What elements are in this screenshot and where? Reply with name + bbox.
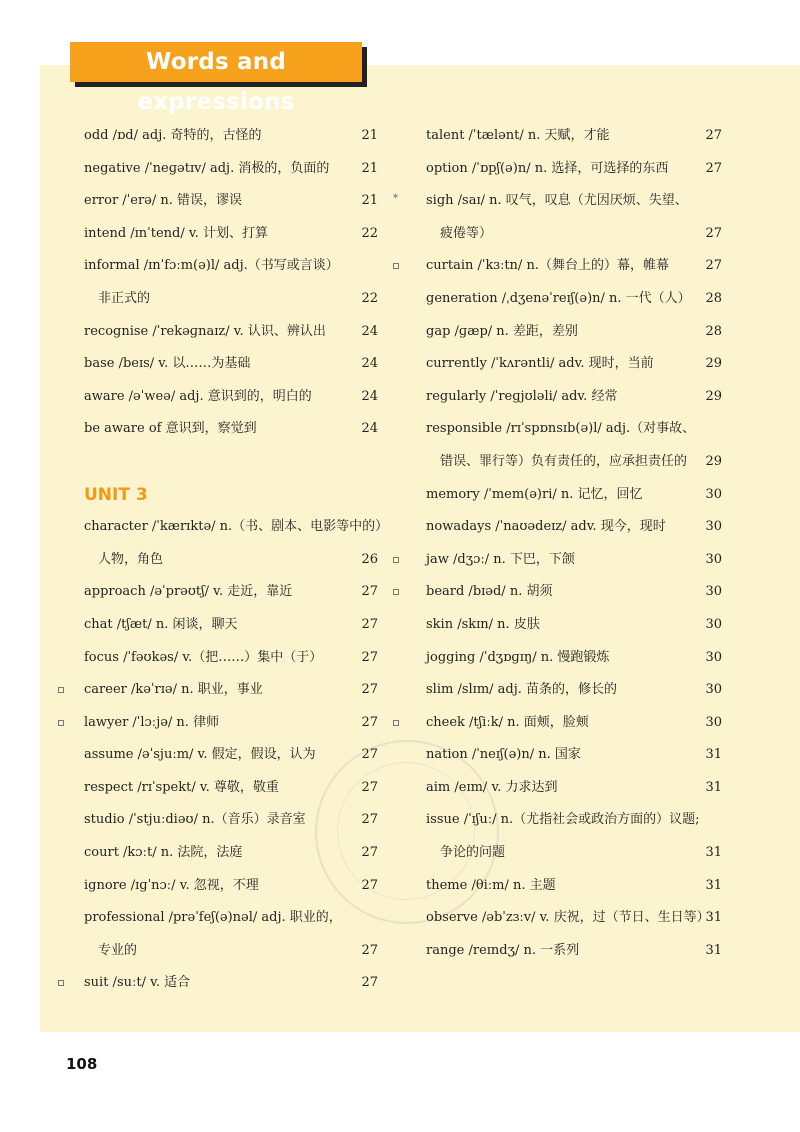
word-entry-page: 27	[361, 714, 378, 730]
word-entry	[410, 446, 722, 479]
word-entry-page: 27	[705, 128, 722, 143]
word-entry-page: 21	[361, 128, 378, 143]
square-bullet-icon	[58, 720, 64, 726]
word-entry-text: professional /prəˈfeʃ(ə)nəl/ adj. 职业的，	[84, 910, 342, 926]
word-entry-text: cheek /tʃiːk/ n. 面颊，脸颊	[426, 714, 589, 730]
word-entry-text: studio /ˈstjuːdiəʊ/ n.（音乐）录音室	[84, 812, 306, 828]
word-entry	[58, 348, 378, 381]
word-entry-page: 27	[361, 649, 378, 665]
word-entry	[58, 967, 378, 1000]
word-entry-text: recognise /ˈrekəɡnaɪz/ v. 认识、辨认出	[84, 323, 326, 339]
word-entry	[410, 674, 722, 707]
word-entry	[410, 739, 722, 772]
word-entry-page: 27	[361, 845, 378, 861]
word-entry-text: option /ˈɒpʃ(ə)n/ n. 选择，可选择的东西	[426, 160, 669, 176]
word-entry-page: 28	[705, 290, 722, 306]
word-entry-page: 27	[705, 225, 722, 241]
word-entry	[58, 837, 378, 870]
word-entry-text: suit /suːt/ v. 适合	[84, 975, 191, 991]
word-entry	[58, 283, 378, 316]
word-entry-page: 27	[705, 258, 722, 274]
word-entry	[410, 348, 722, 381]
word-entry-page: 31	[705, 877, 722, 893]
word-entry-text: approach /əˈprəʊtʃ/ v. 走近，靠近	[84, 584, 293, 600]
word-entry-page: 31	[705, 942, 722, 958]
word-entry	[58, 250, 378, 283]
word-entry	[58, 316, 378, 349]
word-entry-text: character /ˈkærɪktə/ n.（书、剧本、电影等中的）	[84, 519, 389, 535]
word-entry	[410, 120, 722, 153]
word-entry-text: 专业的	[98, 942, 138, 958]
word-entry-text: career /kəˈrɪə/ n. 职业，事业	[84, 682, 263, 698]
word-entry	[58, 511, 389, 544]
word-entry-text: memory /ˈmem(ə)ri/ n. 记忆，回忆	[426, 486, 643, 502]
word-entry-text: issue /ˈɪʃuː/ n.（尤指社会或政治方面的）议题;	[426, 812, 700, 828]
word-entry	[410, 609, 722, 642]
word-entry	[58, 381, 378, 414]
word-entry	[410, 153, 722, 186]
word-entry	[410, 772, 722, 805]
word-entry-page: 27	[361, 975, 378, 991]
section-title: Words and expressions	[70, 42, 362, 82]
word-entry-page: 30	[705, 714, 722, 730]
word-entry-text: 疲倦等）	[440, 225, 493, 241]
word-entry	[58, 153, 378, 186]
word-entry-text: 非正式的	[98, 290, 151, 306]
word-entry-page: 21	[361, 193, 378, 209]
word-entry-text: chat /tʃæt/ n. 闲谈，聊天	[84, 616, 238, 632]
word-entry	[58, 544, 378, 577]
word-entry	[410, 870, 722, 903]
square-bullet-icon	[58, 980, 64, 986]
word-entry	[410, 804, 722, 837]
word-entry-page: 30	[705, 551, 722, 567]
word-entry-page: 21	[361, 160, 378, 176]
word-entry-text: generation /ˌdʒenəˈreɪʃ(ə)n/ n. 一代（人）	[426, 290, 691, 306]
word-entry	[58, 120, 378, 153]
word-entry-text: aware /əˈweə/ adj. 意识到的，明白的	[84, 388, 312, 404]
word-entry	[410, 479, 722, 512]
word-entry	[58, 674, 378, 707]
word-entry-page: 27	[361, 584, 378, 600]
square-bullet-icon	[393, 263, 399, 269]
asterisk-icon: *	[393, 193, 398, 205]
word-entry-text: 人物，角色	[98, 551, 164, 567]
word-entry-page: 30	[705, 486, 722, 502]
word-entry	[410, 642, 722, 675]
word-entry	[410, 283, 722, 316]
word-entry	[410, 544, 722, 577]
word-entry	[410, 707, 722, 740]
word-entry-text: court /kɔːt/ n. 法院，法庭	[84, 845, 243, 861]
word-entry	[58, 609, 378, 642]
word-entry-text: focus /ˈfəʊkəs/ v.（把……）集中（于）	[84, 649, 323, 665]
word-entry-text: nation /ˈneɪʃ(ə)n/ n. 国家	[426, 747, 581, 763]
word-entry	[58, 707, 378, 740]
word-entry	[58, 642, 378, 675]
word-entry-page: 30	[705, 616, 722, 632]
word-entry-page: 24	[361, 388, 378, 404]
word-entry-page: 24	[361, 356, 378, 372]
blank-row	[58, 446, 378, 479]
word-entry-page: 27	[361, 682, 378, 698]
word-entry	[410, 381, 722, 414]
word-entry-text: negative /ˈneɡətɪv/ adj. 消极的，负面的	[84, 160, 330, 176]
word-entry	[410, 576, 722, 609]
word-entry-page: 29	[705, 453, 722, 469]
vocabulary-column-left	[58, 120, 389, 1000]
word-entry-page: 29	[705, 388, 722, 404]
word-entry-text: intend /ɪnˈtend/ v. 计划、打算	[84, 225, 268, 241]
square-bullet-icon	[393, 720, 399, 726]
word-entry-text: error /ˈerə/ n. 错误，谬误	[84, 193, 242, 209]
word-entry-text: skin /skɪn/ n. 皮肤	[426, 616, 540, 632]
word-entry	[410, 902, 722, 935]
word-entry-text: nowadays /ˈnaʊədeɪz/ adv. 现今，现时	[426, 519, 666, 535]
word-entry-text: assume /əˈsjuːm/ v. 假定，假设，认为	[84, 747, 316, 763]
word-entry-text: jogging /ˈdʒɒɡɪŋ/ n. 慢跑锻炼	[426, 649, 610, 665]
word-entry-page: 30	[705, 649, 722, 665]
word-entry	[410, 218, 722, 251]
word-entry	[58, 804, 378, 837]
word-entry-text: aim /eɪm/ v. 力求达到	[426, 779, 558, 795]
word-entry-text: 错误、罪行等）负有责任的，应承担责任的	[440, 453, 688, 469]
word-entry-page: 27	[361, 877, 378, 893]
word-entry	[58, 218, 378, 251]
word-entry-page: 24	[361, 323, 378, 339]
unit-heading: UNIT 3	[84, 485, 148, 506]
word-entry	[410, 935, 722, 968]
word-entry-text: respect /rɪˈspekt/ v. 尊敬，敬重	[84, 779, 279, 795]
word-entry-page: 30	[705, 584, 722, 600]
word-entry-text: be aware of 意识到，察觉到	[84, 421, 257, 437]
vocabulary-column-right	[393, 120, 722, 967]
word-entry-page: 24	[361, 421, 378, 437]
page-number: 108	[66, 1055, 98, 1073]
word-entry-text: odd /ɒd/ adj. 奇特的，古怪的	[84, 128, 262, 143]
word-entry	[410, 837, 722, 870]
word-entry-page: 26	[361, 551, 378, 567]
word-entry	[58, 739, 378, 772]
unit-heading-row	[58, 479, 378, 512]
word-entry-text: lawyer /ˈlɔːjə/ n. 律师	[84, 714, 220, 730]
word-entry-page: 22	[361, 290, 378, 306]
word-entry-page: 27	[361, 616, 378, 632]
word-entry-text: range /reɪndʒ/ n. 一系列	[426, 942, 580, 958]
word-entry-text: regularly /ˈreɡjʊləli/ adv. 经常	[426, 388, 618, 404]
word-entry-text: theme /θiːm/ n. 主题	[426, 877, 556, 893]
word-entry	[58, 902, 378, 935]
word-entry	[58, 576, 378, 609]
section-header	[70, 42, 362, 115]
word-entry-page: 27	[361, 779, 378, 795]
word-entry-text: beard /bɪəd/ n. 胡须	[426, 584, 553, 600]
word-entry-text: informal /ɪnˈfɔːm(ə)l/ adj.（书写或言谈）	[84, 258, 339, 274]
word-entry-page: 27	[361, 812, 378, 828]
word-entry-text: observe /əbˈzɜːv/ v. 庆祝，过（节日、生日等）	[426, 910, 710, 926]
word-entry-text: base /beɪs/ v. 以……为基础	[84, 356, 251, 372]
word-entry	[410, 511, 722, 544]
word-entry	[410, 250, 722, 283]
word-entry	[58, 185, 378, 218]
word-entry-text: 争论的问题	[440, 845, 506, 861]
word-entry	[410, 413, 722, 446]
word-entry-page: 31	[705, 747, 722, 763]
word-entry-text: sigh /saɪ/ n. 叹气，叹息（尤因厌烦、失望、	[426, 193, 688, 209]
word-entry-page: 31	[705, 779, 722, 795]
square-bullet-icon	[393, 589, 399, 595]
word-entry-text: currently /ˈkʌrəntli/ adv. 现时，当前	[426, 356, 654, 372]
word-entry-text: ignore /ɪɡˈnɔː/ v. 忽视，不理	[84, 877, 259, 893]
square-bullet-icon	[58, 687, 64, 693]
word-entry-page: 22	[361, 225, 378, 241]
word-entry-page: 31	[705, 845, 722, 861]
word-entry-page: 30	[705, 682, 722, 698]
word-entry-page: 28	[705, 323, 722, 339]
word-entry-page: 27	[705, 160, 722, 176]
word-entry	[58, 413, 378, 446]
word-entry-text: responsible /rɪˈspɒnsɪb(ə)l/ adj.（对事故、	[426, 421, 696, 437]
word-entry-text: jaw /dʒɔː/ n. 下巴，下颌	[426, 551, 575, 567]
word-entry-text: talent /ˈtælənt/ n. 天赋，才能	[426, 128, 610, 143]
word-entry-page: 30	[705, 519, 722, 535]
word-entry-text: curtain /ˈkɜːtn/ n.（舞台上的）幕，帷幕	[426, 258, 669, 274]
word-entry-text: slim /slɪm/ adj. 苗条的，修长的	[426, 682, 618, 698]
word-entry-page: 29	[705, 356, 722, 372]
word-entry	[58, 772, 378, 805]
word-entry-page: 27	[361, 747, 378, 763]
word-entry	[393, 185, 722, 218]
word-entry-page: 27	[361, 942, 378, 958]
word-entry	[410, 316, 722, 349]
word-entry-text: gap /ɡæp/ n. 差距，差别	[426, 323, 578, 339]
word-entry-page: 31	[705, 910, 722, 926]
square-bullet-icon	[393, 557, 399, 563]
word-entry	[58, 870, 378, 903]
word-entry	[58, 935, 378, 968]
